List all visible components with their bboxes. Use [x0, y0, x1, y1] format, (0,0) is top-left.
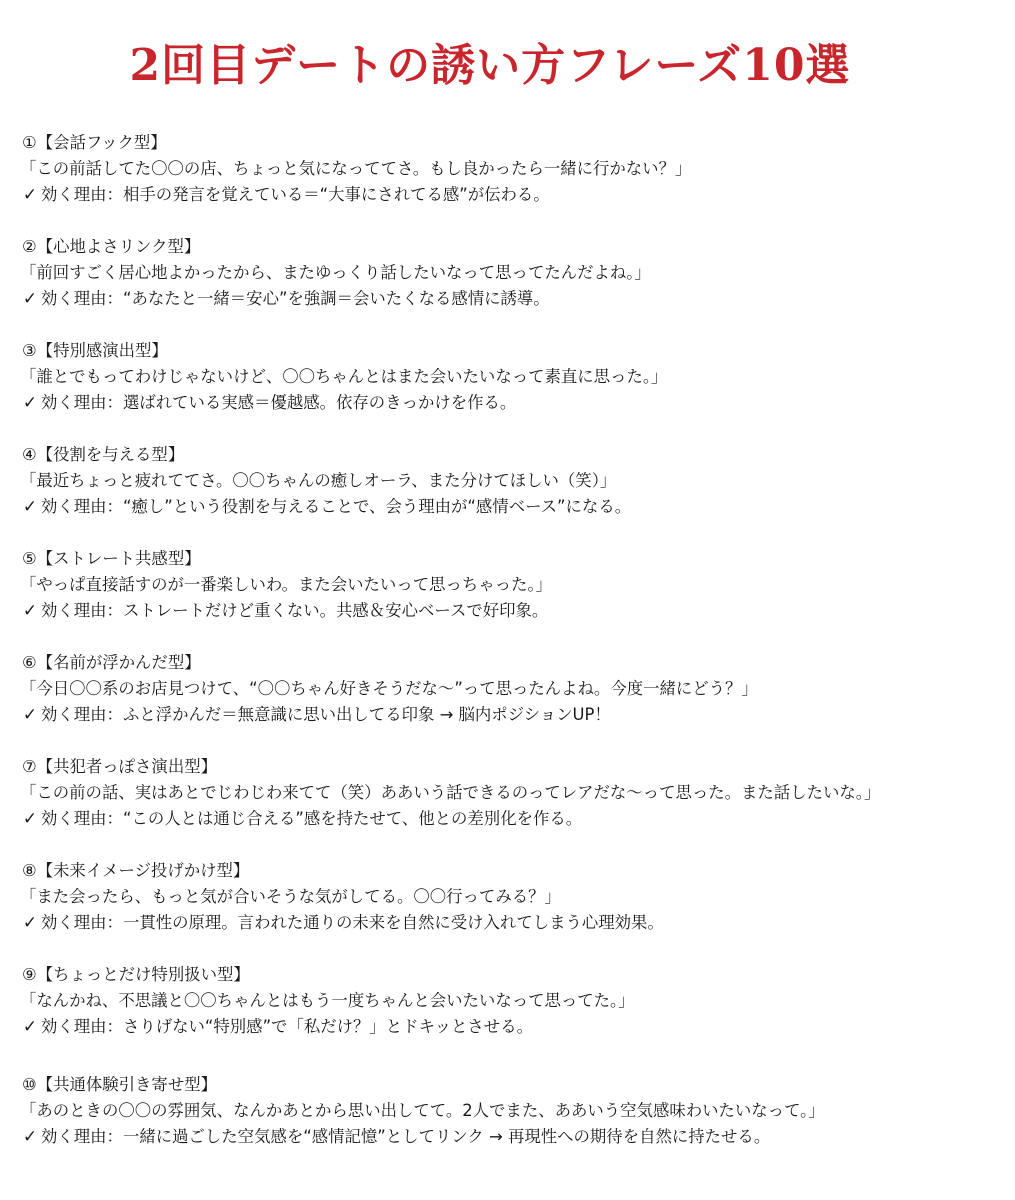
reason-text: 一緒に過ごした空気感を“感情記憶”としてリンク → 再現性への期待を自然に持たせる。	[122, 1127, 771, 1146]
reason-prefix: 効く理由：	[41, 289, 123, 308]
phrase-reason	[20, 598, 1005, 624]
reason-text: さりげない“特別感”で「私だけ？」とドキッとさせる。	[122, 1017, 533, 1036]
reason-prefix: 効く理由：	[41, 497, 123, 516]
phrase-reason	[20, 1124, 1005, 1150]
phrase-item-4	[20, 442, 1005, 520]
reason-prefix: 効く理由：	[41, 913, 123, 932]
phrase-item-2	[20, 234, 1005, 312]
phrase-reason	[20, 806, 1005, 832]
phrase-quote: 「あのときの〇〇の雰囲気、なんかあとから思い出してて。2人でまた、ああいう空気感味わいたいなって。」	[20, 1101, 825, 1120]
check-icon: ✓	[22, 705, 38, 725]
reason-text: “あなたと一緒＝安心”を強調＝会いたくなる感情に誘導。	[122, 289, 550, 308]
phrase-reason	[20, 910, 1005, 936]
phrase-item-8	[20, 858, 1005, 936]
phrase-item-5	[20, 546, 1005, 624]
phrase-reason	[20, 390, 1005, 416]
phrase-quote: 「この前話してた〇〇の店、ちょっと気になっててさ。もし良かったら一緒に行かない？」	[20, 159, 692, 178]
phrase-heading: ⑧【未来イメージ投げかけ型】	[22, 861, 250, 880]
phrase-item-3	[20, 338, 1005, 416]
phrase-quote: 「また会ったら、もっと気が合いそうな気がしてる。〇〇行ってみる？」	[20, 887, 561, 906]
check-icon: ✓	[22, 601, 38, 621]
phrase-item-10	[20, 1072, 1005, 1150]
reason-text: ふと浮かんだ＝無意識に思い出してる印象 → 脳内ポジションUP！	[122, 705, 611, 724]
check-icon: ✓	[22, 913, 38, 933]
phrase-quote: 「最近ちょっと疲れててさ。〇〇ちゃんの癒しオーラ、また分けてほしい（笑）」	[20, 471, 617, 490]
reason-prefix: 効く理由：	[41, 393, 123, 412]
phrase-item-1	[20, 130, 1005, 208]
reason-prefix: 効く理由：	[41, 1017, 123, 1036]
phrase-heading: ⑦【共犯者っぽさ演出型】	[22, 757, 217, 776]
phrase-reason	[20, 494, 1005, 520]
reason-prefix: 効く理由：	[41, 1127, 123, 1146]
phrase-reason	[20, 286, 1005, 312]
phrase-quote: 「この前の話、実はあとでじわじわ来てて（笑）ああいう話できるのってレアだな〜って思った。また話したいな。」	[20, 783, 881, 802]
phrase-heading: ⑥【名前が浮かんだ型】	[22, 653, 201, 672]
phrase-item-9	[20, 962, 1005, 1040]
check-icon: ✓	[22, 497, 38, 517]
phrase-quote: 「誰とでもってわけじゃないけど、〇〇ちゃんとはまた会いたいなって素直に思った。」	[20, 367, 668, 386]
phrase-item-6	[20, 650, 1005, 728]
phrase-heading: ④【役割を与える型】	[22, 445, 185, 464]
reason-prefix: 効く理由：	[41, 809, 123, 828]
check-icon: ✓	[22, 1127, 38, 1147]
phrase-reason	[20, 702, 1005, 728]
check-icon: ✓	[22, 185, 38, 205]
reason-prefix: 効く理由：	[41, 601, 123, 620]
phrase-heading: ⑤【ストレート共感型】	[22, 549, 201, 568]
phrase-reason	[20, 182, 1005, 208]
phrase-item-7	[20, 754, 1005, 832]
phrase-heading: ③【特別感演出型】	[22, 341, 168, 360]
phrase-heading: ①【会話フック型】	[22, 133, 167, 152]
check-icon: ✓	[22, 393, 38, 413]
phrase-heading: ⑩【共通体験引き寄せ型】	[22, 1075, 217, 1094]
phrase-quote: 「やっぱ直接話すのが一番楽しいわ。また会いたいって思っちゃった。」	[20, 575, 553, 594]
phrase-quote: 「今日〇〇系のお店見つけて、“〇〇ちゃん好きそうだな〜”って思ったんよね。今度一緒にどう？」	[20, 679, 758, 698]
phrase-quote: 「なんかね、不思議と〇〇ちゃんとはもう一度ちゃんと会いたいなって思ってた。」	[20, 991, 635, 1010]
phrase-reason	[20, 1014, 1005, 1040]
check-icon: ✓	[22, 809, 38, 829]
check-icon: ✓	[22, 289, 38, 309]
phrase-list	[20, 130, 1005, 1176]
check-icon: ✓	[22, 1017, 38, 1037]
reason-text: 選ばれている実感＝優越感。依存のきっかけを作る。	[122, 393, 517, 412]
page-title: 2回目デートの誘い方フレーズ10選	[129, 40, 851, 91]
reason-text: “癒し”という役割を与えることで、会う理由が“感情ベース”になる。	[122, 497, 632, 516]
reason-prefix: 効く理由：	[41, 185, 123, 204]
reason-text: ストレートだけど重くない。共感＆安心ベースで好印象。	[122, 601, 549, 620]
reason-text: 一貫性の原理。言われた通りの未来を自然に受け入れてしまう心理効果。	[122, 913, 664, 932]
phrase-quote: 「前回すごく居心地よかったから、またゆっくり話したいなって思ってたんだよね。」	[20, 263, 651, 282]
reason-text: “この人とは通じ合える”感を持たせて、他との差別化を作る。	[122, 809, 583, 828]
phrase-heading: ⑨【ちょっとだけ特別扱い型】	[22, 965, 250, 984]
reason-text: 相手の発言を覚えている＝“大事にされてる感”が伝わる。	[122, 185, 550, 204]
reason-prefix: 効く理由：	[41, 705, 123, 724]
phrase-heading: ②【心地よさリンク型】	[22, 237, 201, 256]
